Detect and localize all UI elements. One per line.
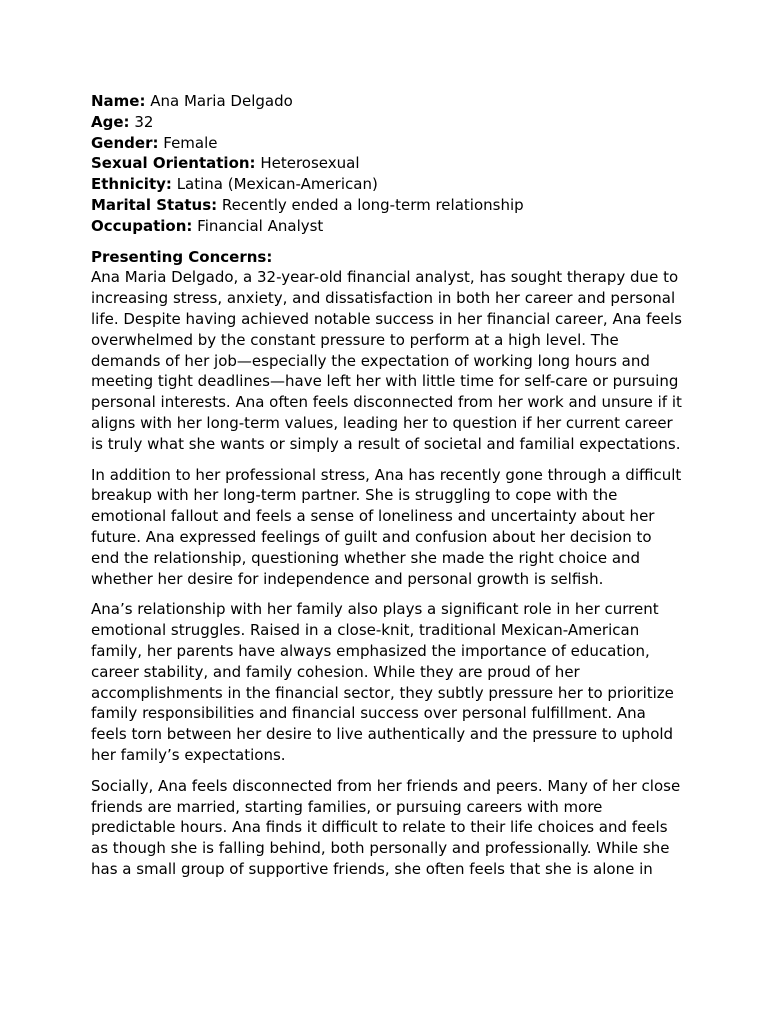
field-value: Recently ended a long-term relationship	[221, 195, 524, 214]
profile-fields	[91, 91, 683, 237]
field-label: Occupation:	[91, 216, 193, 235]
field-sexual-orientation	[91, 153, 683, 174]
paragraph: Socially, Ana feels disconnected from her friends and peers. Many of her close friends are married, starting families, or pursuing careers with more predictable hours. Ana finds it difficult to relate to their life choices and feels as though she is falling behind, both personally and professionally. While she has a small group of supportive friends, she often feels that she is alone in	[91, 776, 681, 878]
field-value: Female	[163, 133, 218, 152]
field-label: Ethnicity:	[91, 175, 172, 194]
paragraph: In addition to her professional stress, Ana has recently gone through a difficult breakup with her long-term partner. She is struggling to cope with the emotional fallout and feels a sense of loneliness and uncertainty about her future. Ana expressed feelings of guilt and confusion about her decision to end the relationship, questioning whether she made the right choice and whether her desire for independence and personal growth is selfish.	[91, 465, 682, 588]
field-value: Financial Analyst	[197, 216, 324, 235]
field-name	[91, 91, 683, 112]
field-occupation	[91, 216, 683, 237]
field-age	[91, 112, 683, 133]
field-label: Gender:	[91, 133, 159, 152]
document-page	[91, 91, 683, 880]
field-label: Sexual Orientation:	[91, 154, 256, 173]
paragraph: Ana’s relationship with her family also plays a significant role in her current emotional struggles. Raised in a close-knit, traditional Mexican-American family, her parents have always emphasized the importance of education, career stability, and family cohesion. While they are proud of her accomplishments in the financial sector, they subtly pressure her to prioritize family responsibilities and financial success over personal fulfillment. Ana feels torn between her desire to live authentically and the pressure to uphold her family’s expectations.	[91, 600, 674, 764]
field-value: 32	[134, 112, 154, 131]
section-heading: Presenting Concerns:	[91, 247, 273, 266]
field-marital-status	[91, 195, 683, 216]
field-label: Name:	[91, 92, 146, 110]
field-label: Age:	[91, 112, 130, 131]
field-value: Heterosexual	[260, 154, 360, 173]
field-gender	[91, 133, 683, 154]
field-value: Ana Maria Delgado	[150, 92, 293, 110]
field-value: Latina (Mexican-American)	[176, 175, 378, 194]
field-label: Marital Status:	[91, 195, 218, 214]
paragraph: Ana Maria Delgado, a 32-year-old financial analyst, has sought therapy due to increasing stress, anxiety, and dissatisfaction in both her career and personal life. Despite having achieved notable success in her financial career, Ana feels overwhelmed by the constant pressure to perform at a high level. The demands of her job—especially the expectation of working long hours and meeting tight deadlines—have left her with little time for self-care or pursuing personal interests. Ana often feels disconnected from her work and unsure if it aligns with her long-term values, leading her to question if her current career is truly what she wants or simply a result of societal and familial expectations.	[91, 268, 682, 453]
field-ethnicity	[91, 174, 683, 195]
